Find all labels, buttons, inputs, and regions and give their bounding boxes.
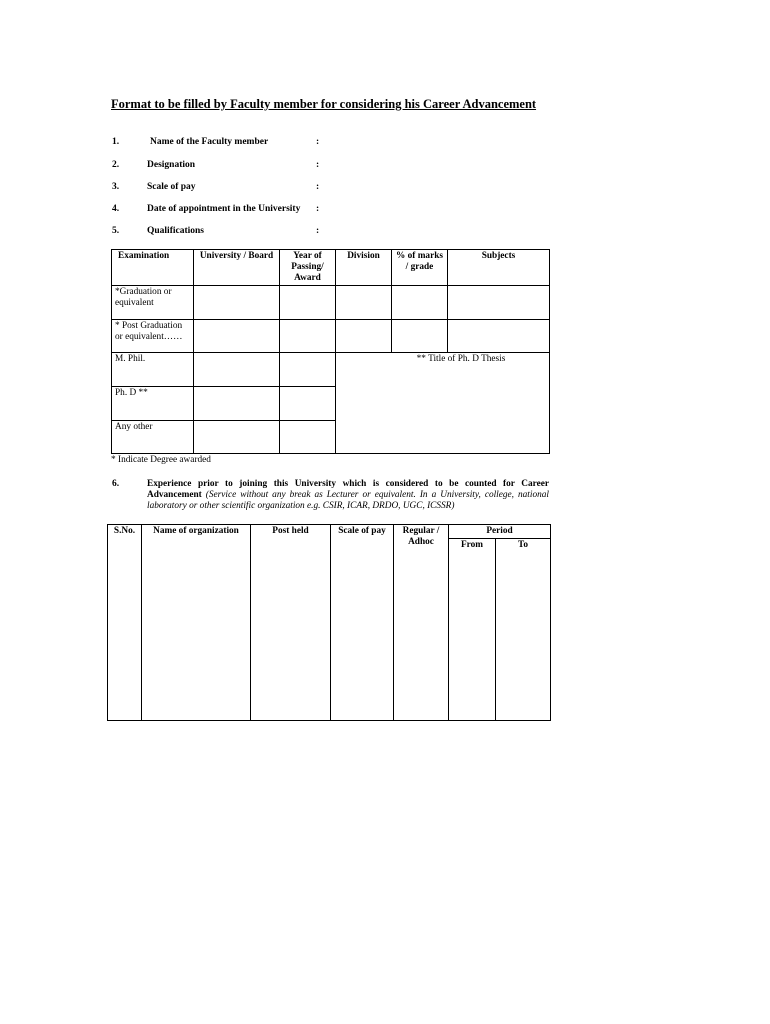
input-cell[interactable] xyxy=(392,286,448,320)
field-colon: : xyxy=(316,204,320,214)
header-post-held: Post held xyxy=(251,525,331,553)
header-period: Period xyxy=(449,525,551,539)
field-number: 5. xyxy=(112,226,120,236)
row-label-phd: Ph. D ** xyxy=(112,387,194,421)
experience-description xyxy=(147,479,549,512)
input-cell[interactable] xyxy=(448,286,550,320)
input-cell[interactable] xyxy=(336,286,392,320)
header-examination: Examination xyxy=(112,250,194,286)
header-university-board: University / Board xyxy=(194,250,280,286)
row-label-mphil: M. Phil. xyxy=(112,353,194,387)
input-cell[interactable] xyxy=(108,552,142,721)
experience-table xyxy=(107,524,551,721)
input-cell[interactable] xyxy=(251,552,331,721)
input-cell[interactable] xyxy=(331,552,394,721)
input-cell[interactable] xyxy=(392,320,448,353)
phd-thesis-label: ** Title of Ph. D Thesis xyxy=(416,354,506,364)
header-sno: S.No. xyxy=(108,525,142,553)
field-number: 2. xyxy=(112,160,120,170)
row-label-any-other: Any other xyxy=(112,421,194,454)
field-colon: : xyxy=(316,182,320,192)
page-title: Format to be filled by Faculty member for considering his Career Advancement xyxy=(111,97,537,111)
field-number: 4. xyxy=(112,204,120,214)
field-label-scale-of-pay: Scale of pay xyxy=(147,182,196,192)
experience-detail: (Service without any break as Lecturer or equivalent. In a University, college, national laboratory or other scientific organization e.g. CSIR, ICAR, DRDO, UGC, ICSSR) xyxy=(147,490,549,511)
field-label-designation: Designation xyxy=(147,160,196,170)
input-cell[interactable] xyxy=(194,421,280,454)
field-label-faculty-name: Name of the Faculty member xyxy=(150,137,269,147)
phd-thesis-title-cell[interactable] xyxy=(336,353,550,454)
field-colon: : xyxy=(316,160,320,170)
field-label-appointment-date: Date of appointment in the University xyxy=(147,204,301,214)
experience-heading: Experience prior to joining this University which is considered to be counted for Career Advancement xyxy=(147,479,549,500)
row-label-post-graduation: * Post Graduation or equivalent…… xyxy=(112,320,194,353)
input-cell[interactable] xyxy=(194,320,280,353)
input-cell[interactable] xyxy=(194,387,280,421)
degree-note: * Indicate Degree awarded xyxy=(111,455,211,465)
input-cell[interactable] xyxy=(448,320,550,353)
header-subjects: Subjects xyxy=(448,250,550,286)
table-header-row xyxy=(112,250,550,286)
header-from: From xyxy=(449,539,496,553)
header-scale-of-pay: Scale of pay xyxy=(331,525,394,553)
header-to: To xyxy=(496,539,551,553)
field-label-qualifications: Qualifications xyxy=(147,226,205,236)
field-number: 3. xyxy=(112,182,120,192)
header-division: Division xyxy=(336,250,392,286)
table-row xyxy=(112,353,550,387)
header-year-of-passing: Year of Passing/ Award xyxy=(280,250,336,286)
header-regular-adhoc: Regular / Adhoc xyxy=(394,525,449,553)
table-row xyxy=(112,320,550,353)
input-cell[interactable] xyxy=(142,552,251,721)
field-number: 1. xyxy=(112,137,120,147)
input-cell[interactable] xyxy=(280,286,336,320)
input-cell[interactable] xyxy=(394,552,449,721)
input-cell[interactable] xyxy=(280,353,336,387)
header-percent-marks: % of marks / grade xyxy=(392,250,448,286)
input-cell[interactable] xyxy=(280,421,336,454)
field-colon: : xyxy=(316,137,320,147)
table-row xyxy=(112,286,550,320)
input-cell[interactable] xyxy=(280,387,336,421)
qualifications-table xyxy=(111,249,550,454)
table-header-row xyxy=(108,525,551,539)
row-label-graduation: *Graduation or equivalent xyxy=(112,286,194,320)
table-row xyxy=(108,552,551,721)
field-colon: : xyxy=(316,226,320,236)
input-cell[interactable] xyxy=(194,353,280,387)
input-cell[interactable] xyxy=(336,320,392,353)
input-cell[interactable] xyxy=(496,552,551,721)
input-cell[interactable] xyxy=(194,286,280,320)
header-organization: Name of organization xyxy=(142,525,251,553)
input-cell[interactable] xyxy=(449,552,496,721)
input-cell[interactable] xyxy=(280,320,336,353)
field-number: 6. xyxy=(112,479,120,489)
